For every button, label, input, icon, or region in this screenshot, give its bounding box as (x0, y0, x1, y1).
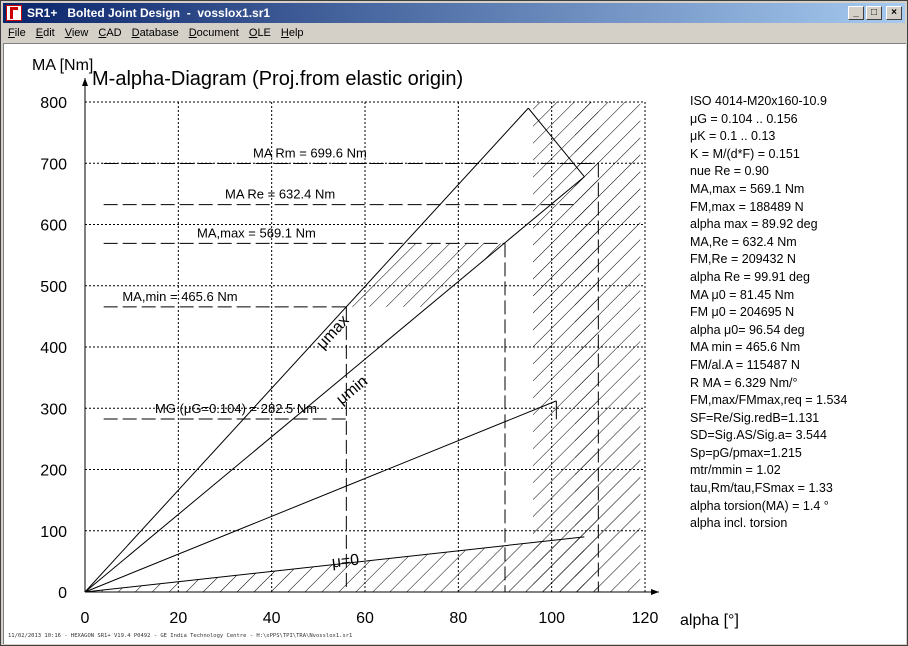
annotation-label: MA Re = 632.4 Nm (225, 186, 336, 202)
x-axis-label: alpha [°] (680, 612, 739, 629)
info-line: alpha max = 89.92 deg (690, 217, 818, 232)
menu-view[interactable]: View (64, 27, 89, 39)
app-logo-icon[interactable] (6, 5, 22, 21)
y-tick-label: 200 (40, 462, 67, 480)
series-label-mumin: μmin (333, 372, 372, 409)
info-line: FM,max/FMmax,req = 1.534 (690, 393, 848, 408)
info-line: R MA = 6.329 Nm/° (690, 375, 798, 390)
chart-title: M-alpha-Diagram (Proj.from elastic origin) (92, 68, 464, 90)
minimize-button[interactable]: _ (848, 6, 864, 20)
y-tick-label: 400 (40, 340, 67, 357)
y-tick-label: 600 (40, 217, 67, 235)
info-line: MA min = 465.6 Nm (690, 340, 801, 355)
info-line: Sp=pG/pmax=1.215 (690, 445, 802, 460)
info-line: MA,max = 569.1 Nm (690, 181, 805, 196)
close-button[interactable]: × (886, 6, 902, 20)
menu-ole[interactable]: OLE (248, 27, 271, 39)
x-tick-label: 20 (169, 610, 188, 627)
info-line: FM,max = 188489 N (690, 199, 804, 214)
series-label-mumax: μmax (313, 312, 353, 353)
x-axis-arrow (651, 589, 659, 595)
info-line: SF=Re/Sig.redB=1.131 (690, 410, 820, 425)
title-bar[interactable] (3, 3, 905, 23)
x-tick-label: 60 (356, 610, 374, 627)
info-line: FM μ0 = 204695 N (690, 305, 795, 320)
info-line: FM/al.A = 115487 N (690, 357, 800, 372)
x-tick-label: 120 (631, 610, 659, 627)
window-title: SR1+ Bolted Joint Design - vosslox1.sr1 (27, 6, 271, 20)
series-label-mu0: μ=0 (330, 551, 361, 572)
info-line: tau,Rm/tau,FSmax = 1.33 (690, 481, 833, 496)
annotation-label: MG (μG=0.104) = 282.5 Nm (155, 400, 318, 416)
annotation-label: MA,min = 465.6 Nm (122, 288, 238, 304)
hatch-region-tightening (346, 243, 504, 306)
info-line: μG = 0.104 .. 0.156 (690, 111, 798, 126)
info-line: MA,Re = 632.4 Nm (690, 234, 797, 249)
info-line: alpha Re = 99.91 deg (690, 269, 810, 284)
info-panel (690, 93, 847, 533)
info-line: ISO 4014-M20x160-10.9 (690, 94, 827, 108)
y-tick-label: 0 (58, 585, 67, 602)
menu-help[interactable]: Help (280, 27, 304, 39)
y-tick-label: 800 (40, 95, 67, 112)
diagram-canvas[interactable] (3, 43, 906, 644)
series-line (85, 177, 584, 592)
x-tick-label: 100 (538, 610, 566, 627)
annotation-label: MA,max = 569.1 Nm (197, 225, 316, 241)
info-line: μK = 0.1 .. 0.13 (690, 129, 776, 144)
series-line (85, 108, 528, 592)
y-axis-label: MA [Nm] (32, 57, 94, 74)
maximize-button[interactable]: □ (866, 6, 882, 20)
y-tick-label: 700 (40, 156, 67, 174)
menu-document[interactable]: Document (188, 27, 239, 39)
x-tick-label: 40 (262, 610, 281, 627)
info-line: nue Re = 0.90 (690, 164, 769, 179)
y-tick-label: 100 (40, 523, 67, 541)
menu-database[interactable]: Database (131, 27, 179, 39)
info-line: alpha μ0= 96.54 deg (690, 322, 805, 337)
menu-edit[interactable]: Edit (35, 27, 55, 39)
footer-text: 11/02/2013 10:16 - HEXAGON SR1+ V19.4 P0492 - GE India Technology Centre - H:\xPPS\TPI\TRA\Nvosslox1.sr1 (8, 633, 353, 639)
menu-file[interactable]: File (8, 27, 26, 39)
info-line: alpha torsion(MA) = 1.4 ° (690, 498, 829, 513)
x-tick-label: 80 (449, 610, 468, 627)
y-tick-label: 500 (40, 278, 67, 296)
info-line: MA μ0 = 81.45 Nm (690, 287, 795, 302)
info-line: alpha incl. torsion (690, 516, 788, 531)
y-tick-label: 300 (40, 401, 67, 419)
info-line: mtr/mmin = 1.02 (690, 463, 781, 478)
x-tick-label: 0 (80, 610, 90, 627)
info-line: FM,Re = 209432 N (690, 252, 796, 267)
menu-cad[interactable]: CAD (98, 27, 122, 39)
menu-bar (3, 24, 905, 42)
annotation-label: MA Rm = 699.6 Nm (253, 145, 367, 161)
y-axis-arrow (82, 78, 88, 86)
info-line: SD=Sig.AS/Sig.a= 3.544 (690, 428, 827, 443)
info-line: K = M/(d*F) = 0.151 (690, 146, 800, 161)
